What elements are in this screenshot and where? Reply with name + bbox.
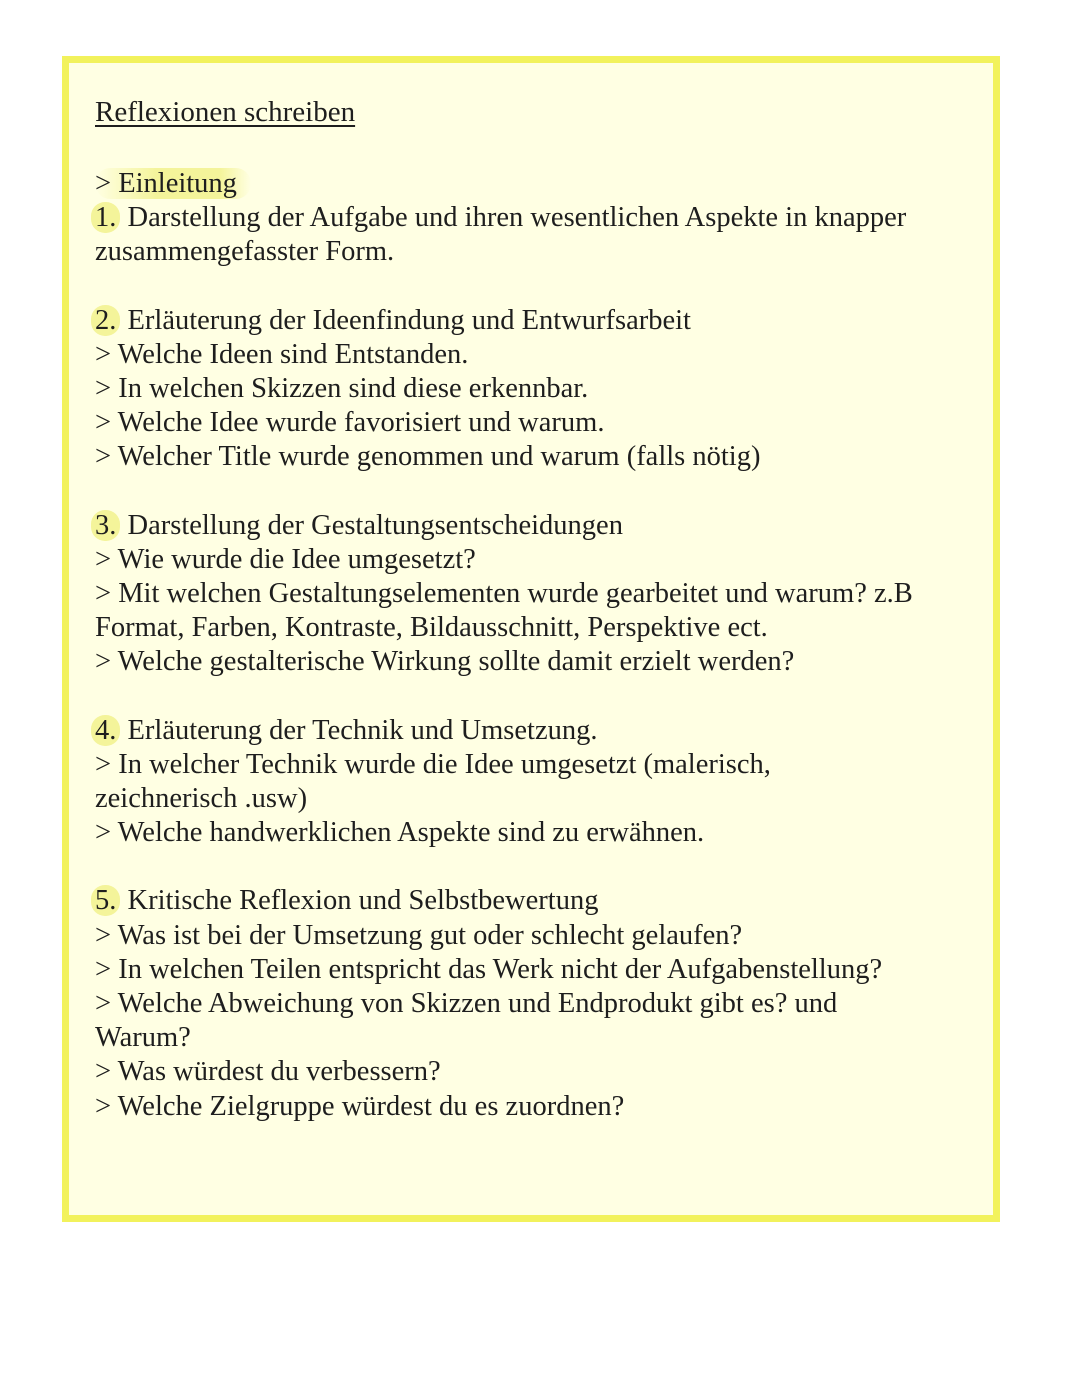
section-line: > Was ist bei der Umsetzung gut oder schlecht gelaufen? [95, 919, 743, 951]
section-heading [95, 884, 975, 918]
section-number-badge: 5. [91, 885, 120, 916]
intro-line: zusammengefasster Form. [95, 236, 395, 268]
section-line: > Mit welchen Gestaltungselementen wurde gearbeitet und warum? z.B [95, 578, 913, 610]
section-line: > Welche gestalterische Wirkung sollte damit erzielt werden? [95, 646, 795, 678]
intro-line [95, 201, 975, 235]
section-number-badge: 2. [91, 305, 120, 336]
section-line: Format, Farben, Kontraste, Bildausschnitt, Perspektive ect. [95, 612, 768, 644]
intro-heading-text: > Einleitung [95, 168, 251, 199]
section-line: > Wie wurde die Idee umgesetzt? [95, 543, 476, 575]
section-line: > In welcher Technik wurde die Idee umgesetzt (malerisch, [95, 748, 771, 780]
intro-line-text: Darstellung der Aufgabe und ihren wesentlichen Aspekte in knapper [120, 202, 907, 234]
document-card [62, 56, 1000, 1222]
section-heading-text: Erläuterung der Ideenfindung und Entwurfsarbeit [120, 304, 691, 336]
section-line: > Welche handwerklichen Aspekte sind zu erwähnen. [95, 817, 705, 849]
document-title: Reflexionen schreiben [95, 96, 356, 128]
section-heading [95, 714, 975, 748]
section-line: Warum? [95, 1022, 191, 1054]
section-line: > In welchen Teilen entspricht das Werk nicht der Aufgabenstellung? [95, 953, 883, 985]
section-line: > Welcher Title wurde genommen und warum (falls nötig) [95, 441, 761, 473]
document-content [95, 93, 975, 1124]
section-heading-text: Darstellung der Gestaltungsentscheidungen [120, 509, 623, 541]
section-line: > Welche Zielgruppe würdest du es zuordnen? [95, 1090, 625, 1122]
section-number-badge: 3. [91, 510, 120, 541]
section-line: > Was würdest du verbessern? [95, 1056, 441, 1088]
section-line: > Welche Abweichung von Skizzen und Endprodukt gibt es? und [95, 988, 838, 1020]
section-heading-text: Erläuterung der Technik und Umsetzung. [120, 714, 598, 746]
intro-heading [95, 167, 975, 201]
section-number-badge: 4. [91, 715, 120, 746]
section-line: > In welchen Skizzen sind diese erkennbar. [95, 373, 589, 405]
section-line: zeichnerisch .usw) [95, 783, 308, 815]
section-number-badge: 1. [91, 202, 120, 233]
section-heading-text: Kritische Reflexion und Selbstbewertung [120, 885, 599, 917]
section-line: > Welche Ideen sind Entstanden. [95, 338, 469, 370]
section-line: > Welche Idee wurde favorisiert und warum. [95, 407, 605, 439]
section-heading [95, 304, 975, 338]
section-heading [95, 509, 975, 543]
